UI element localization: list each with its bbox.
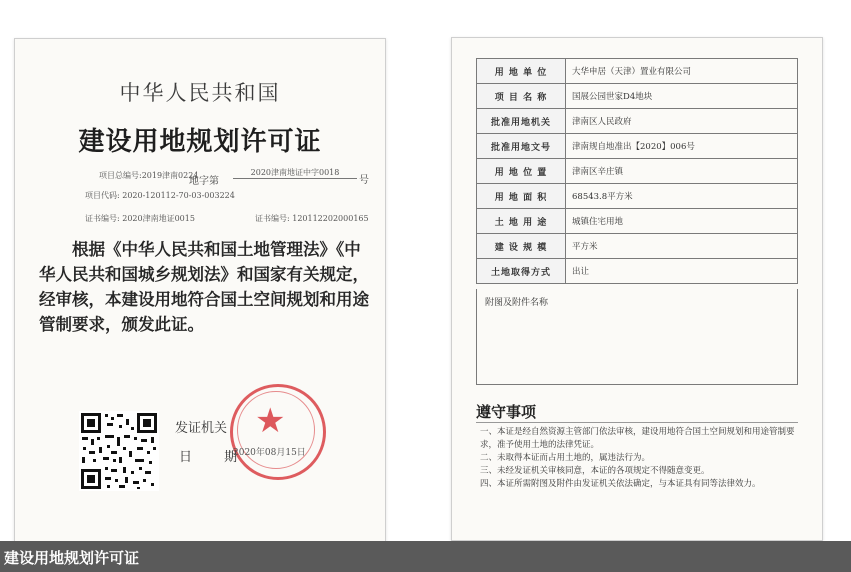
certificate-body — [39, 237, 369, 337]
seal-star-icon: ★ — [255, 401, 286, 441]
info-row-label: 建 设 规 模 — [477, 234, 566, 259]
body-line: 经审核，本建设用地符合国土空间规划和用途 — [39, 290, 369, 309]
project-total-number: 项目总编号:2019津南0224 — [99, 171, 199, 180]
issue-date-label: 日 期 — [179, 450, 252, 465]
info-row-value: 津南区辛庄镇 — [566, 159, 798, 184]
notice-item: 四、本证所需附图及附件由发证机关依法确定，与本证具有同等法律效力。 — [480, 479, 761, 489]
info-row-value: 津南区人民政府 — [566, 109, 798, 134]
info-row — [477, 134, 798, 159]
notice-item: 三、未经发证机关审核同意，本证的各项规定不得随意变更。 — [480, 466, 710, 476]
land-info-table — [476, 58, 798, 284]
info-row-label: 用 地 面 积 — [477, 184, 566, 209]
info-row — [477, 259, 798, 284]
info-row-label: 用 地 单 位 — [477, 59, 566, 84]
certificate-title: 建设用地规划许可证 — [78, 127, 322, 157]
notice-divider — [476, 422, 798, 423]
info-row-label: 批准用地文号 — [477, 134, 566, 159]
notice-list — [480, 426, 798, 491]
info-row-label: 用 地 位 置 — [477, 159, 566, 184]
land-number-value: 2020津南地证中字0018 — [233, 167, 357, 179]
project-code: 项目代码: 2020-120112-70-03-003224 — [85, 191, 235, 200]
body-line: 根据《中华人民共和国土地管理法》《中 — [72, 240, 361, 259]
country-name: 中华人民共和国 — [119, 81, 281, 105]
info-row-value: 城镇住宅用地 — [566, 209, 798, 234]
info-row — [477, 209, 798, 234]
info-row — [477, 109, 798, 134]
info-row-label: 土 地 用 途 — [477, 209, 566, 234]
info-row-value: 大华申居（天津）置业有限公司 — [566, 59, 798, 84]
body-line: 管制要求，颁发此证。 — [39, 315, 204, 334]
info-row-value: 68543.8平方米 — [566, 184, 798, 209]
attachments-label: 附图及附件名称 — [485, 298, 549, 308]
info-row-value: 平方米 — [566, 234, 798, 259]
info-row-label: 土地取得方式 — [477, 259, 566, 284]
notice-item: 一、本证是经自然资源主管部门依法审核，建设用地符合国土空间规划和用途管制要求，准予使用土地的法律凭证。 — [480, 427, 795, 450]
land-number-prefix: 地字第 — [189, 176, 219, 187]
qr-code — [79, 411, 159, 491]
issuing-authority-label: 发证机关 — [175, 421, 228, 436]
certificate-barcode-number: 证书编号: 120112202000165 — [255, 214, 369, 223]
notice-item: 二、未取得本证而占用土地的，属违法行为。 — [480, 453, 651, 463]
info-row — [477, 84, 798, 109]
info-row-value: 出让 — [566, 259, 798, 284]
info-row-label: 批准用地机关 — [477, 109, 566, 134]
info-row-value: 国展公园世家D4地块 — [566, 84, 798, 109]
info-row — [477, 59, 798, 84]
body-line: 华人民共和国城乡规划法》和国家有关规定， — [39, 265, 369, 284]
attachments-box — [476, 289, 798, 385]
notice-title: 遵守事项 — [476, 403, 537, 421]
certificate-front-page — [14, 38, 386, 542]
info-row — [477, 184, 798, 209]
info-row-value: 津南规自地准出【2020】006号 — [566, 134, 798, 159]
land-number-suffix: 号 — [359, 175, 369, 186]
caption-text: 建设用地规划许可证 — [4, 549, 140, 567]
info-row-label: 项 目 名 称 — [477, 84, 566, 109]
info-row — [477, 159, 798, 184]
certificate-number: 证书编号: 2020津南地证0015 — [85, 214, 195, 223]
issue-date-value: 2020年08月15日 — [233, 448, 306, 458]
certificate-back-page — [451, 37, 823, 541]
info-row — [477, 234, 798, 259]
